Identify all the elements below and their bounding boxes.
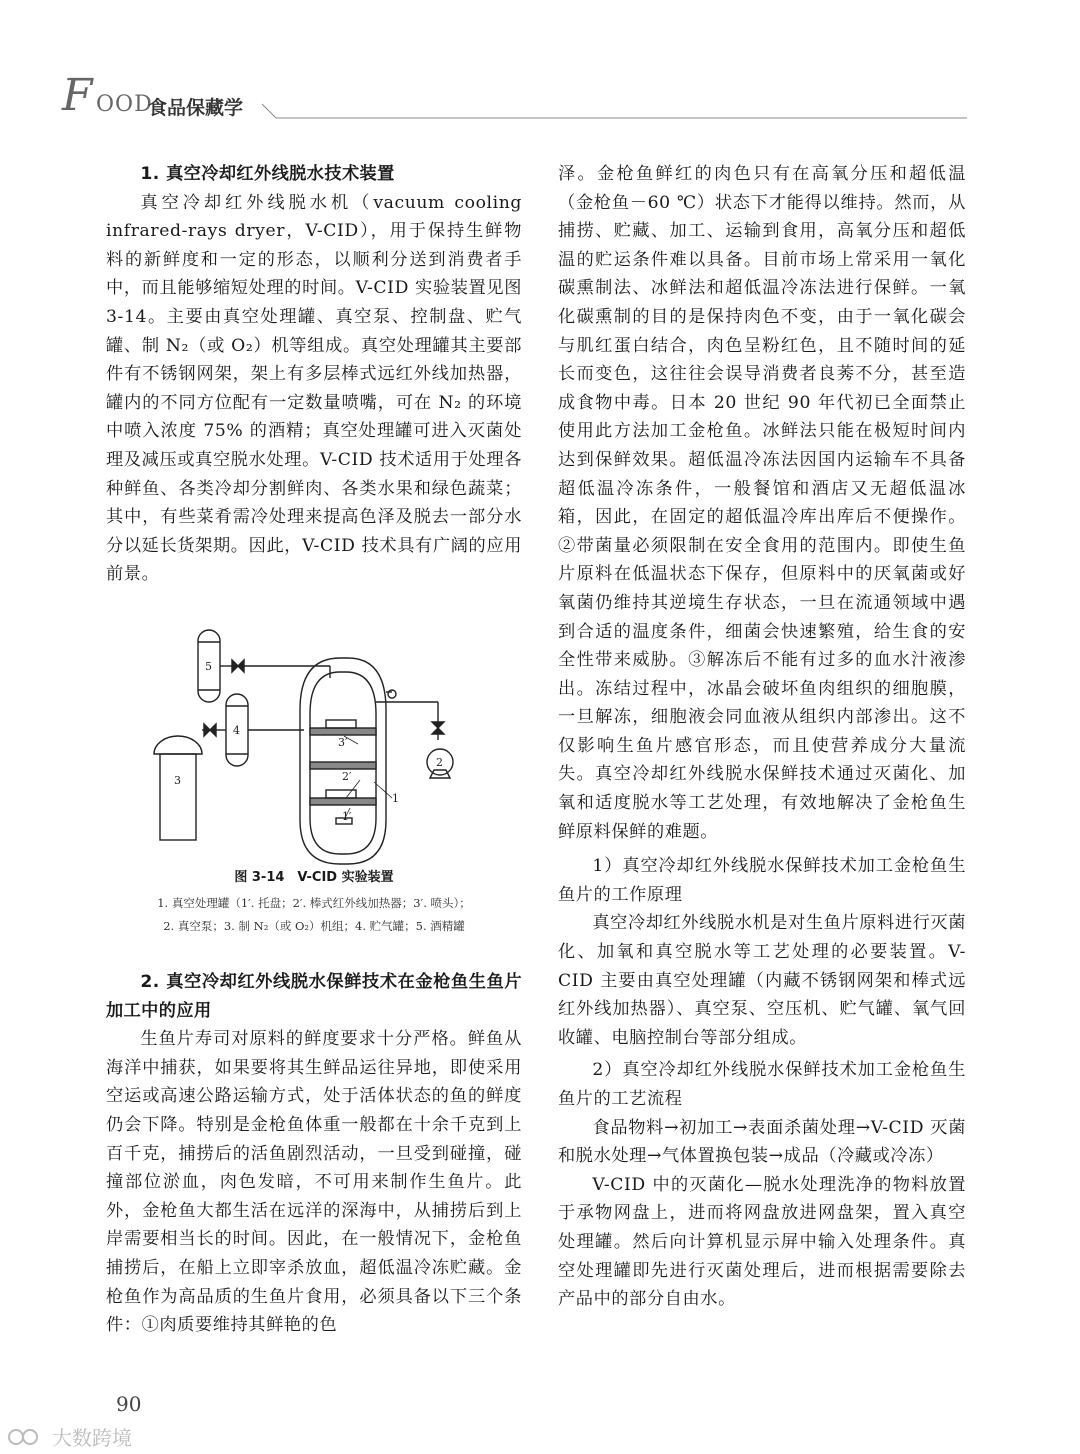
- label-1-prime: 1′: [342, 810, 352, 823]
- logo-text: OOD: [96, 92, 153, 117]
- subsection1-paragraph: 真空冷却红外线脱水机是对生鱼片原料进行灭菌化、加氧和真空脱水等工艺处理的必要装置。V-CID 主要由真空处理罐（内藏不锈钢网架和棒式远红外线加热器）、真空泵、空压机、贮气罐、氧气回收罐、电脑控制台等部分组成。: [558, 913, 966, 1048]
- right-column: [558, 160, 966, 1314]
- process-flow: 食品物料→初加工→表面杀菌处理→V-CID 灭菌和脱水处理→气体置换包装→成品（冷藏或冷冻）: [558, 1117, 966, 1167]
- label-3-prime: 3′: [338, 736, 348, 749]
- section2-heading: 2. 真空冷却红外线脱水保鲜技术在金枪鱼生鱼片加工中的应用: [106, 972, 522, 1021]
- logo-initial: F: [62, 70, 93, 121]
- vcid-apparatus-figure: [130, 622, 520, 867]
- label-4: 4: [233, 724, 240, 737]
- figure-caption: 图 3-14 V-CID 实验装置: [234, 870, 394, 885]
- apparatus-diagram: [130, 622, 520, 867]
- nitrogen-unit-3: [160, 754, 196, 840]
- figure-legend-line2: 2. 真空泵；3. 制 N₂（或 O₂）机组；4. 贮气罐；5. 酒精罐: [163, 919, 465, 933]
- left-column: [106, 160, 522, 589]
- watermark-logo-icon: [6, 1426, 46, 1448]
- running-header: [62, 70, 967, 128]
- figure-legend-line1: 1. 真空处理罐（1′. 托盘；2′. 棒式红外线加热器；3′. 喷头）；: [157, 896, 471, 910]
- subsection2-paragraph: V-CID 中的灭菌化—脱水处理洗净的物料放置于承物网盘上，进而将网盘放进网盘架，置入真空处理罐。然后向计算机显示屏中输入处理条件。真空处理罐即先进行灭菌处理后，进而根据需要除去产品中的部分自由水。: [558, 1174, 966, 1310]
- vacuum-tank-outer: [300, 658, 386, 864]
- label-3: 3: [174, 774, 181, 787]
- figure-legend: [106, 892, 522, 938]
- label-2: 2: [436, 756, 443, 769]
- watermark: [6, 1422, 132, 1451]
- subsection2-heading: 2）真空冷却红外线脱水保鲜技术加工金枪鱼生鱼片的工艺流程: [558, 1060, 966, 1109]
- label-2-prime: 2′: [342, 770, 352, 783]
- subsection1-heading: 1）真空冷却红外线脱水保鲜技术加工金枪鱼生鱼片的工作原理: [558, 856, 966, 905]
- label-1: 1: [392, 792, 399, 805]
- section1-heading: 1. 真空冷却红外线脱水技术装置: [140, 164, 395, 184]
- page-number: 90: [116, 1392, 142, 1416]
- nitrogen-unit-dome: [154, 736, 202, 754]
- book-title: 食品保藏学: [148, 97, 244, 119]
- left-column-lower: [106, 968, 522, 1340]
- section2-paragraph: 生鱼片寿司对原料的鲜度要求十分严格。鲜鱼从海洋中捕获，如果要将其生鲜品运往异地，即使采用空运或高速公路运输方式，处于活体状态的鱼的鲜度仍会下降。特别是金枪鱼体重一般都在十余千克到上百千克，捕捞后的活鱼剧烈活动，一旦受到碰撞，碰撞部位淤血，肉色发暗，不可用来制作生鱼片。此外，金枪鱼大都生活在远洋的深海中，从捕捞后到上岸需要相当长的时间。因此，在一般情况下，金枪鱼捕捞后，在船上立即宰杀放血，超低温冷冻贮藏。金枪鱼作为高品质的生鱼片食用，必须具备以下三个条件：①肉质要维持其鲜艳的色: [106, 1029, 522, 1336]
- section1-paragraph: 真空冷却红外线脱水机（vacuum cooling infrared-rays dryer，V-CID），用于保持生鲜物料的新鲜度和一定的形态，以顺利分送到消费者手中，而且能够缩短处理的时间。V-CID 实验装置见图 3-14。主要由真空处理罐、真空泵、控制盘、贮气罐、制 N₂（或 O₂）机等组成。真空处理罐其主要部件有不锈钢网架，架上有多层棒式远红外线加热器，罐内的不同方位配有一定数量喷嘴，可在 N₂ 的环境中喷入浓度 75% 的酒精；真空处理罐可进入灭菌处理及减压或真空脱水处理。V-CID 技术适用于处理各种鲜鱼、各类冷却分割鲜肉、各类水果和绿色蔬菜；其中，有些菜肴需冷处理来提高色泽及脱去一部分水分以延长货架期。因此，V-CID 技术具有广阔的应用前景。: [106, 192, 522, 585]
- label-5: 5: [205, 660, 212, 673]
- continued-paragraph: 泽。金枪鱼鲜红的肉色只有在高氧分压和超低温（金枪鱼－60 ℃）状态下才能得以维持。然而，从捕捞、贮藏、加工、运输到食用，高氧分压和超低温的贮运条件难以具备。目前市场上常采用一氧化碳熏制法、冰鲜法和超低温冷冻法进行保鲜。一氧化碳熏制的目的是保持肉色不变，由于一氧化碳会与肌红蛋白结合，肉色呈粉红色，且不随时间的延长而变色，这往往会误导消费者良莠不分，甚至造成食物中毒。日本 20 世纪 90 年代初已全面禁止使用此方法加工金枪鱼。冰鲜法只能在极短时间内达到保鲜效果。超低温冷冻法因国内运输车不具备超低温冷冻条件，一般餐馆和酒店又无超低温冰箱，因此，在固定的超低温冷库出库后不便操作。②带菌量必须限制在安全食用的范围内。即使生鱼片原料在低温状态下保存，但原料中的厌氧菌或好氧菌仍维持其逆境生存状态，一旦在流通领域中遇到合适的温度条件，细菌会快速繁殖，给生食的安全性带来威胁。③解冻后不能有过多的血水汁液渗出。冻结过程中，冰晶会破坏鱼肉组织的细胞膜，一旦解冻，细胞液会同血液从组织内部渗出。这不仅影响生鱼片感官形态，而且使营养成分大量流失。真空冷却红外线脱水保鲜技术通过灭菌化、加氧和适度脱水等工艺处理，有效地解决了金枪鱼生鲜原料保鲜的难题。: [558, 164, 966, 842]
- watermark-text: 大数跨境: [52, 1426, 132, 1450]
